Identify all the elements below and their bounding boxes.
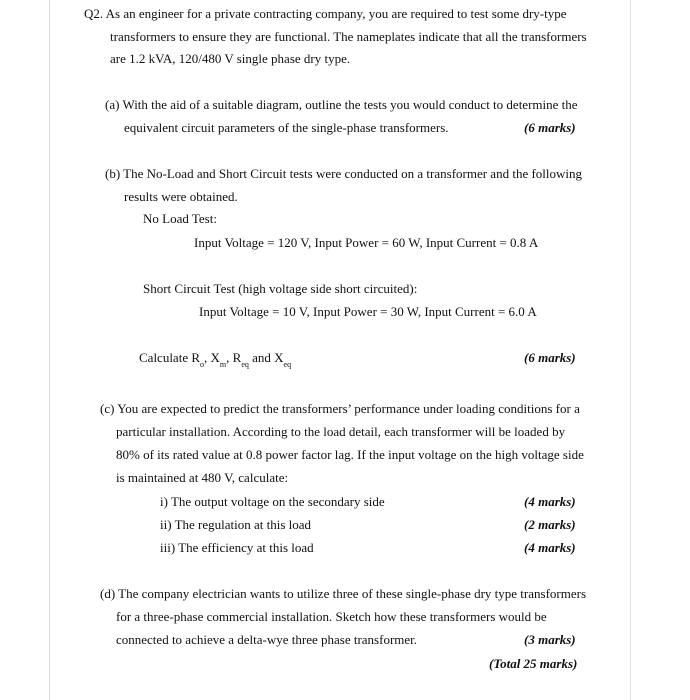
no-load-values: Input Voltage = 120 V, Input Power = 60 W, Input Current = 0.8 A xyxy=(194,235,539,250)
intro-line-2: transformers to ensure they are functional. The nameplates indicate that all the transformers xyxy=(110,29,587,44)
part-c-line-3: 80% of its rated value at 0.8 power factor lag. If the input voltage on the high voltage side xyxy=(116,447,584,462)
part-a-line-2: equivalent circuit parameters of the single-phase transformers. xyxy=(124,120,449,135)
short-circuit-values: Input Voltage = 10 V, Input Power = 30 W, Input Current = 6.0 A xyxy=(199,304,537,319)
part-c-item-3-marks: (4 marks) xyxy=(524,540,576,555)
part-d-marks: (3 marks) xyxy=(524,632,576,647)
part-d-line-3: connected to achieve a delta-wye three phase transformer. xyxy=(116,632,418,647)
part-c-line-2: particular installation. According to the load detail, each transformer will be loaded by xyxy=(116,424,566,439)
part-b-line-2: results were obtained. xyxy=(124,189,238,204)
part-c-item-1: i) The output voltage on the secondary side xyxy=(160,494,385,509)
no-load-label: No Load Test: xyxy=(143,211,217,226)
intro-line-1: Q2. As an engineer for a private contracting company, you are required to test some dry-type xyxy=(84,6,567,21)
part-d-line-2: for a three-phase commercial installation. Sketch how these transformers would be xyxy=(116,609,547,624)
total-marks: (Total 25 marks) xyxy=(489,656,578,671)
part-c-item-3: iii) The efficiency at this load xyxy=(160,540,314,555)
intro-line-3: are 1.2 kVA, 120/480 V single phase dry type. xyxy=(110,51,351,66)
short-circuit-label: Short Circuit Test (high voltage side short circuited): xyxy=(143,281,418,296)
part-c-item-2-marks: (2 marks) xyxy=(524,517,576,532)
part-c-item-2: ii) The regulation at this load xyxy=(160,517,312,532)
part-b-line-1: (b) The No-Load and Short Circuit tests were conducted on a transformer and the following xyxy=(105,166,583,181)
part-d-line-1: (d) The company electrician wants to utilize three of these single-phase dry type transformers xyxy=(100,586,587,601)
calculate-line: Calculate $R_o$, $X_m$, $R_{eq}$ and $X_{eq}$ xyxy=(139,350,292,369)
part-a-line-1: (a) With the aid of a suitable diagram, outline the tests you would conduct to determine the xyxy=(105,97,578,112)
part-c-line-1: (c) You are expected to predict the transformers’ performance under loading conditions for a xyxy=(100,401,580,416)
part-c-item-1-marks: (4 marks) xyxy=(524,494,576,509)
page-border-left xyxy=(49,0,50,700)
part-c-line-4: is maintained at 480 V, calculate: xyxy=(116,470,289,485)
page-border-right xyxy=(630,0,631,700)
part-b-marks: (6 marks) xyxy=(524,350,576,365)
part-a-marks: (6 marks) xyxy=(524,120,576,135)
